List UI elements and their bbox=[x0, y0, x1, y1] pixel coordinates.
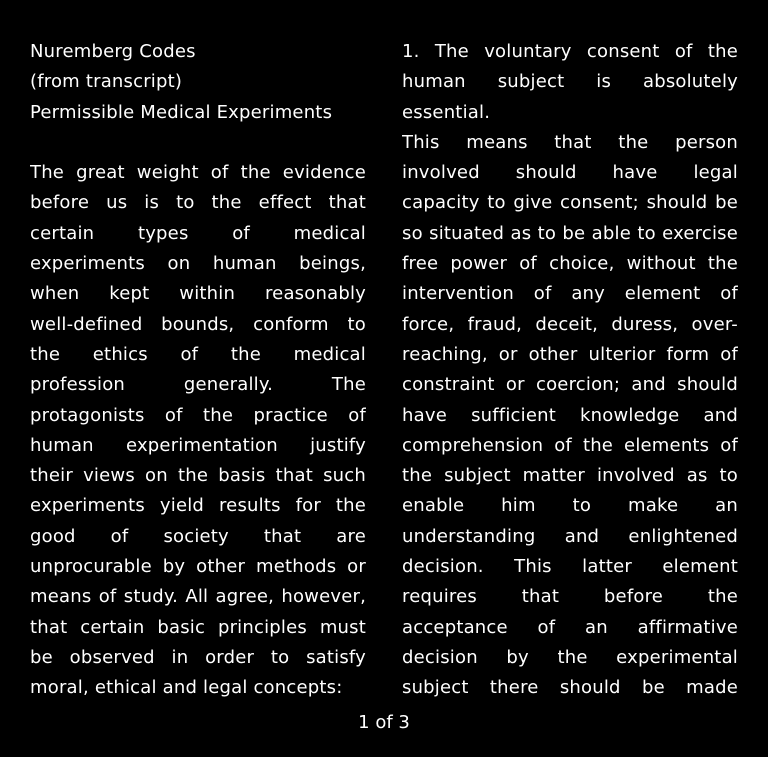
right-body-line: decision by the experimental bbox=[402, 646, 738, 668]
left-body-line: their views on the basis that such bbox=[30, 465, 366, 487]
left-body-line: be observed in order to satisfy bbox=[30, 646, 366, 668]
left-body-line: unprocurable by other methods or bbox=[30, 556, 366, 578]
page-indicator: 1 of 3 bbox=[358, 712, 410, 733]
left-body-line: human experimentation justify bbox=[30, 434, 366, 456]
left-body-line: means of study. All agree, however, bbox=[30, 586, 366, 608]
left-body-line: before us is to the effect that bbox=[30, 192, 366, 214]
left-body-line: experiments on human beings, bbox=[30, 253, 366, 275]
right-body-line: understanding and enlightened bbox=[402, 525, 738, 547]
right-body-line: free power of choice, without the bbox=[402, 253, 738, 275]
right-body-line: human subject is absolutely bbox=[402, 71, 738, 93]
heading-source: (from transcript) bbox=[30, 71, 183, 93]
left-body-line: when kept within reasonably bbox=[30, 283, 366, 305]
left-body-line: profession generally. The bbox=[30, 374, 366, 396]
left-body-line: well-defined bounds, conform to bbox=[30, 313, 366, 335]
right-body-line: acceptance of an affirmative bbox=[402, 616, 738, 638]
right-body-line: capacity to give consent; should be bbox=[402, 192, 738, 214]
right-body-line: enable him to make an bbox=[402, 495, 738, 517]
right-body-line: involved should have legal bbox=[402, 162, 738, 184]
right-body-line: reaching, or other ulterior form of bbox=[402, 343, 738, 365]
right-body-line: decision. This latter element bbox=[402, 556, 738, 578]
right-body-line: This means that the person bbox=[402, 131, 738, 153]
left-column bbox=[30, 37, 366, 704]
right-body-line: constraint or coercion; and should bbox=[402, 374, 738, 396]
right-body-line: have sufficient knowledge and bbox=[402, 404, 738, 426]
right-body-line: so situated as to be able to exercise bbox=[402, 222, 738, 244]
left-body-line: that certain basic principles must bbox=[30, 616, 366, 638]
left-body-line: experiments yield results for the bbox=[30, 495, 366, 517]
right-body-line: the subject matter involved as to bbox=[402, 465, 738, 487]
left-body-line: certain types of medical bbox=[30, 222, 366, 244]
right-body-line: subject there should be made bbox=[402, 677, 738, 699]
left-body-line-last: moral, ethical and legal concepts: bbox=[30, 677, 343, 699]
right-body-line: comprehension of the elements of bbox=[402, 434, 738, 456]
left-body-line: the ethics of the medical bbox=[30, 343, 366, 365]
left-body-line: The great weight of the evidence bbox=[30, 162, 366, 184]
right-body-line: requires that before the bbox=[402, 586, 738, 608]
heading-spacer bbox=[30, 128, 366, 158]
right-body-line: 1. The voluntary consent of the bbox=[402, 41, 738, 62]
right-column bbox=[402, 37, 738, 704]
heading-subtitle: Permissible Medical Experiments bbox=[30, 101, 333, 123]
right-body-line: force, fraud, deceit, duress, over- bbox=[402, 313, 738, 335]
right-body-line: essential. bbox=[402, 101, 491, 123]
left-body-line: good of society that are bbox=[30, 525, 366, 547]
right-body-line: intervention of any element of bbox=[402, 283, 738, 305]
heading-title: Nuremberg Codes bbox=[30, 41, 196, 62]
left-body-line: protagonists of the practice of bbox=[30, 404, 366, 426]
